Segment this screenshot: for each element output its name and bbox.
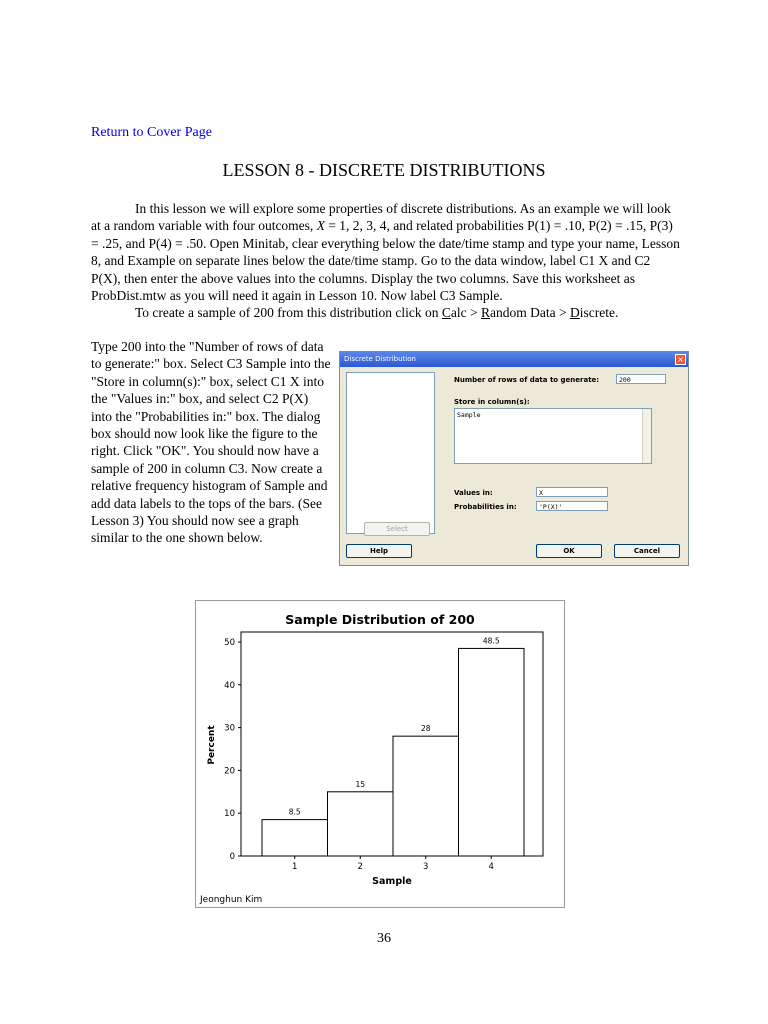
intro-text-a: In this lesson we will explore some properties of discrete distributions. As an example we will look at a random variable with four outcomes,	[91, 201, 671, 234]
y-tick-label: 50	[224, 638, 235, 648]
values-label: Values in:	[454, 489, 493, 497]
y-tick-label: 20	[224, 766, 235, 777]
y-axis-label: Percent	[207, 725, 217, 765]
menu-path-lead: To create a sample of 200 from this distribution click on	[135, 305, 442, 321]
histogram-chart	[195, 600, 565, 908]
dialog-title-bar	[340, 352, 688, 367]
close-icon[interactable]: ×	[675, 354, 686, 365]
cancel-button[interactable]: Cancel	[614, 544, 680, 558]
histogram-svg	[196, 601, 564, 907]
menu-calc-accel: C	[441, 305, 451, 321]
menu-random-accel: R	[481, 305, 491, 321]
instructions-paragraph: Type 200 into the "Number of rows of data to generate:" box. Select C3 Sample into the "Store in column(s):" box, select C1 X into the "Values in:" box, and select C2 P(X) into the "Probabilities in:" box. The dialog box should now look like the figure to the right. Click "OK". You should now have a sample of 200 in column C3. Now create a relative frequency histogram of Sample and add data labels to the tops of the bars. (See Lesson 3) You should now see a graph similar to the one shown below.	[91, 339, 331, 546]
x-axis-label: Sample	[372, 876, 412, 887]
bar-4	[459, 648, 525, 856]
y-tick-label: 10	[224, 809, 235, 820]
discrete-distribution-dialog	[339, 351, 689, 566]
bar-3	[393, 736, 459, 856]
y-tick-label: 0	[229, 852, 235, 862]
probabilities-label: Probabilities in:	[454, 503, 517, 511]
x-tick-label: 4	[488, 862, 494, 872]
menu-random-rest: andom Data	[490, 305, 556, 321]
x-tick-label: 3	[423, 862, 429, 872]
menu-sep-2: >	[555, 305, 570, 321]
intro-text-b: = 1, 2, 3, 4, and related probabilities P(1) = .10, P(2) = .15, P(3) = .25, and P(4) = .50. Open Minitab, clear everything below the date/time stamp and type your name, Lesson 8, and Example on separate lines below the date/time stamp. Go to the data window, label C1 X and C2 P(X), then enter the above values into the columns. Display the two columns. Save this worksheet as ProbDist.mtw as you will need it again in Lesson 10. Now label C3 Sample.	[91, 218, 680, 304]
chart-footer: Jeonghun Kim	[200, 895, 263, 905]
rows-input[interactable]: 200	[616, 374, 666, 384]
intro-paragraph	[91, 200, 681, 322]
y-tick-label: 30	[224, 723, 235, 734]
bar-data-label: 28	[420, 724, 431, 734]
menu-calc-rest: alc	[450, 305, 467, 321]
return-to-cover-link[interactable]: Return to Cover Page	[91, 125, 212, 140]
variable-list[interactable]	[346, 372, 435, 534]
bar-data-label: 48.5	[482, 636, 500, 646]
intro-var-x: X	[316, 218, 325, 234]
store-label: Store in column(s):	[454, 398, 530, 406]
rows-label: Number of rows of data to generate:	[454, 376, 600, 384]
page-number: 36	[377, 931, 391, 946]
store-scrollbar[interactable]	[642, 409, 651, 463]
menu-sep-1: >	[466, 305, 481, 321]
bar-1	[262, 820, 328, 856]
store-columns-input[interactable]	[454, 408, 652, 464]
select-button[interactable]: Select	[364, 522, 430, 536]
values-input[interactable]: X	[536, 487, 608, 497]
x-tick-label: 2	[357, 862, 363, 872]
x-tick-label: 1	[292, 862, 298, 872]
dialog-title: Discrete Distribution	[344, 355, 416, 363]
bar-2	[328, 792, 394, 856]
chart-title: Sample Distribution of 200	[285, 612, 475, 627]
bar-data-label: 8.5	[288, 807, 301, 817]
probabilities-input[interactable]: 'P(X)'	[536, 501, 608, 511]
ok-button[interactable]: OK	[536, 544, 602, 558]
store-columns-value: Sample	[457, 411, 481, 419]
menu-discrete-rest: iscrete.	[579, 305, 619, 321]
bar-data-label: 15	[355, 779, 366, 789]
menu-discrete-accel: D	[570, 305, 580, 321]
page-title: LESSON 8 - DISCRETE DISTRIBUTIONS	[222, 160, 546, 180]
help-button[interactable]: Help	[346, 544, 412, 558]
y-tick-label: 40	[224, 680, 235, 691]
